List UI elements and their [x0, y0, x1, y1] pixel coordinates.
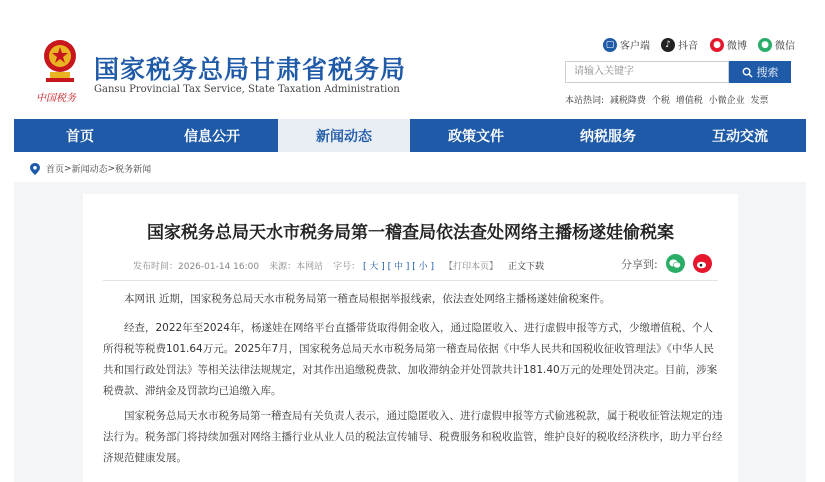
client-app-link[interactable] [603, 37, 650, 52]
nav-item-home[interactable]: 首页 [66, 128, 94, 145]
share-bar [621, 254, 712, 273]
douyin-link[interactable] [661, 37, 698, 52]
nav-item-info-disclosure[interactable]: 信息公开 [184, 128, 240, 145]
nav-item-tax-service[interactable]: 纳税服务 [580, 128, 636, 145]
wechat-icon: ● [758, 38, 772, 52]
font-size-small[interactable]: [ 小 ] [412, 262, 435, 272]
douyin-label: 抖音 [678, 41, 698, 52]
font-size-medium[interactable]: [ 中 ] [387, 262, 410, 272]
wechat-label: 微信 [775, 41, 795, 52]
search-button-label: 搜索 [756, 66, 779, 79]
breadcrumb-home[interactable]: 首页 [46, 165, 65, 175]
national-emblem-icon [36, 36, 84, 84]
article-card [83, 194, 738, 482]
client-app-label: 客户端 [620, 41, 650, 52]
download-link[interactable]: 正文下载 [508, 262, 545, 272]
article-title: 国家税务总局天水市税务局第一稽查局依法查处网络主播杨遂娃偷税案 [147, 223, 674, 243]
hot-word[interactable]: 发票 [750, 96, 769, 106]
article-paragraph: 经查，2022年至2024年，杨遂娃在网络平台直播带货取得佣金收入，通过隐匿收入、进行虚假申报等方式，少缴增值税、个人所得税等税费101.64万元。2025年7月，国家税务总局天水市税务局第一稽查局依据《中华人民共和国税收征收管理法》《中华人民共和国行政处罚法》等相关法律法规规定，对其作出追缴税费款、加收滞纳金并处罚款共计181.40万元的处理处罚决定。目前，涉案税费款、滞纳金及罚款均已追缴入库。 [103, 322, 718, 397]
site-title[interactable]: 国家税务总局甘肃省税务局 [94, 55, 407, 84]
article-meta [133, 259, 544, 272]
location-pin-icon [30, 163, 40, 175]
breadcrumb-news[interactable]: 新闻动态 [71, 165, 108, 175]
wechat-link[interactable] [758, 37, 795, 52]
publish-time: 发布时间：2026-01-14 16:00 [133, 262, 260, 272]
font-size-large[interactable]: [ 大 ] [363, 262, 385, 272]
divider [103, 280, 718, 281]
hot-words [565, 93, 772, 106]
hot-words-label: 本站热词: [565, 96, 605, 106]
share-label: 分享到: [621, 257, 658, 271]
site-header [0, 0, 825, 118]
article-paragraph: 国家税务总局天水市税务局第一稽查局有关负责人表示，通过隐匿收入、进行虚假申报等方式偷逃税款，属于税收征管法规定的违法行为。税务部门将持续加强对网络主播行业从业人员的税法宣传辅导、税费服务和税收监管，维护良好的税收经济秩序，助力平台经济规范健康发展。 [103, 410, 723, 464]
article-source: 来源：本网站 [269, 262, 324, 272]
nav-item-news[interactable]: 新闻动态 [278, 119, 410, 152]
hot-word[interactable]: 个税 [651, 96, 670, 106]
nav-item-policy[interactable]: 政策文件 [448, 128, 504, 145]
breadcrumb [30, 162, 151, 175]
search-icon [742, 67, 753, 78]
hot-word[interactable]: 减税降费 [609, 96, 646, 106]
print-page-link[interactable]: 【打印本页】 [444, 262, 499, 272]
weibo-link[interactable] [710, 37, 747, 52]
brand-logo-text: 中国税务 [36, 93, 76, 104]
main-nav [14, 119, 806, 152]
hot-word[interactable]: 小微企业 [708, 96, 745, 106]
site-title-en: Gansu Provincial Tax Service, State Taxation Administration [94, 84, 400, 95]
search-input[interactable]: 请输入关键字 [565, 61, 729, 83]
weibo-icon: ● [710, 38, 724, 52]
share-wechat-icon[interactable] [666, 254, 685, 273]
article-paragraph: 本网讯 近期，国家税务总局天水市税务局第一稽查局根据举报线索，依法查处网络主播杨遂娃偷税案件。 [124, 293, 611, 305]
breadcrumb-sep: > [64, 163, 72, 174]
douyin-icon: ♪ [661, 38, 675, 52]
breadcrumb-tax-news[interactable]: 税务新闻 [115, 165, 152, 175]
weibo-label: 微博 [727, 41, 747, 52]
breadcrumb-sep: > [107, 163, 116, 174]
search-button[interactable] [729, 61, 791, 83]
font-size-label: 字号： [333, 262, 361, 272]
nav-item-interaction[interactable]: 互动交流 [712, 128, 768, 145]
client-app-icon: ▢ [603, 38, 617, 52]
hot-word[interactable]: 增值税 [675, 96, 703, 106]
share-weibo-icon[interactable] [693, 254, 712, 273]
